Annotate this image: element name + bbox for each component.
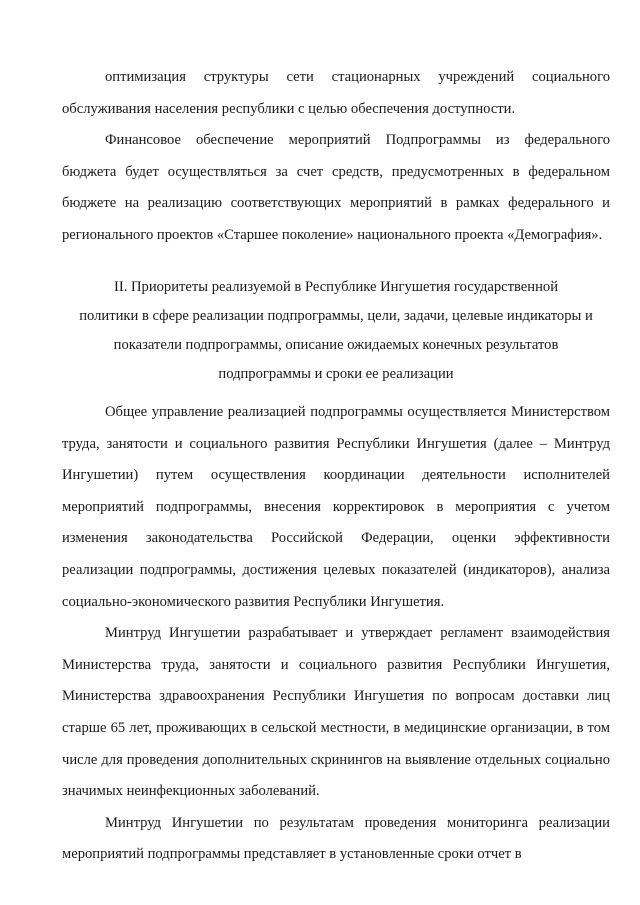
body-paragraph-1: Общее управление реализацией подпрограммы осуществляется Министерством труда, занятости и социального развития Республики Ингушетия (далее – Минтруд Ингушетии) путем осуществления координации деятельности исполнителей мероприятий подпрограммы, внесения корректировок в мероприятия с учетом изменения законодательства Российской Федерации, оценки эффективности реализации подпрограммы, достижения целевых показателей (индикаторов), анализа социально-экономического развития Республики Ингушетия.: [62, 404, 610, 610]
intro-paragraph-2: Финансовое обеспечение мероприятий Подпрограммы из федерального бюджета будет осуществляться за счет средств, предусмотренных в федеральном бюджете на реализацию соответствующих мероприятий в рамках федерального и регионального проектов «Старшее поколение» национального проекта «Демография».: [62, 132, 610, 243]
section-heading-line-1: II. Приоритеты реализуемой в Республике Ингушетия государственной: [113, 279, 559, 295]
body-block: [62, 397, 610, 871]
intro-block: [62, 62, 610, 252]
section-heading: [62, 273, 610, 389]
body-paragraph-2: Минтруд Ингушетии разрабатывает и утверждает регламент взаимодействия Министерства труда, занятости и социального развития Республики Ингушетия, Министерства здравоохранения Республики Ингушетия по вопросам доставки лиц старше 65 лет, проживающих в сельской местности, в медицинские организации, в том числе для проведения дополнительных скринингов на выявление отдельных социально значимых неинфекционных заболеваний.: [62, 625, 610, 800]
section-heading-line-3: показатели подпрограммы, описание ожидаемых конечных результатов: [113, 337, 559, 353]
body-paragraph-3: Минтруд Ингушетии по результатам проведения мониторинга реализации мероприятий подпрограммы представляет в установленные сроки отчет в: [62, 814, 610, 863]
section-heading-line-2: политики в сфере реализации подпрограммы, цели, задачи, целевые индикаторы и: [79, 308, 593, 324]
intro-paragraph-1: оптимизация структуры сети стационарных учреждений социального обслуживания населения республики с целью обеспечения доступности.: [62, 69, 610, 117]
section-heading-line-4: подпрограммы и сроки ее реализации: [218, 366, 454, 382]
